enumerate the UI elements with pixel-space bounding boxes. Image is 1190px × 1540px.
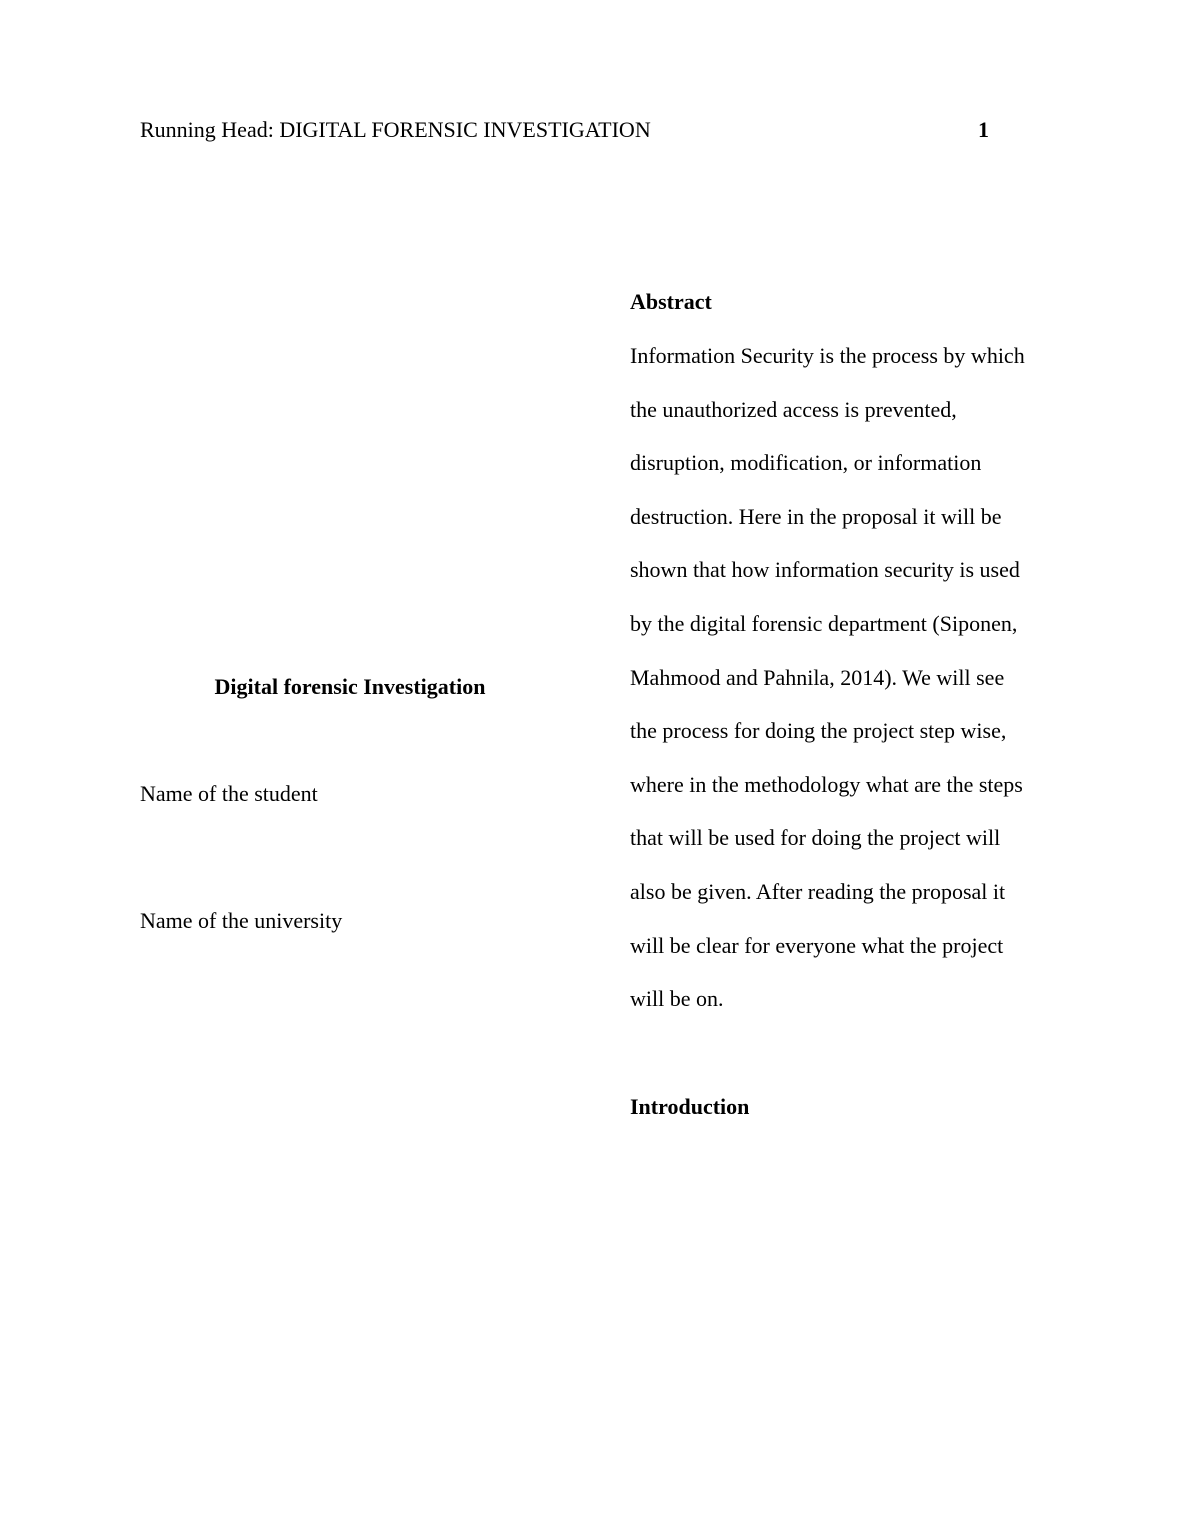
abstract-body [630,329,1070,1026]
abstract-line: by the digital forensic department (Siponen, [630,610,1018,636]
university-name: Name of the university [140,908,343,933]
abstract-line: will be clear for everyone what the project [630,932,1004,958]
abstract-heading: Abstract [630,289,712,314]
abstract-line: where in the methodology what are the steps [630,771,1023,797]
abstract-line: Mahmood and Pahnila, 2014). We will see [630,664,1005,690]
abstract-line: also be given. After reading the proposal it [630,878,1006,904]
abstract-line: disruption, modification, or information [630,450,982,476]
running-head: Running Head: DIGITAL FORENSIC INVESTIGATION [140,117,651,142]
abstract-line: will be on. [630,986,724,1012]
document-title: Digital forensic Investigation [214,674,486,699]
student-name: Name of the student [140,781,318,806]
page-number: 1 [978,117,989,142]
abstract-line: Information Security is the process by which [630,343,1025,368]
abstract-line: shown that how information security is used [630,557,1020,583]
abstract-line: the process for doing the project step wise, [630,718,1007,744]
introduction-heading: Introduction [630,1094,750,1119]
abstract-line: the unauthorized access is prevented, [630,396,957,422]
abstract-line: that will be used for doing the project will [630,825,1001,851]
abstract-line: destruction. Here in the proposal it will be [630,503,1002,529]
